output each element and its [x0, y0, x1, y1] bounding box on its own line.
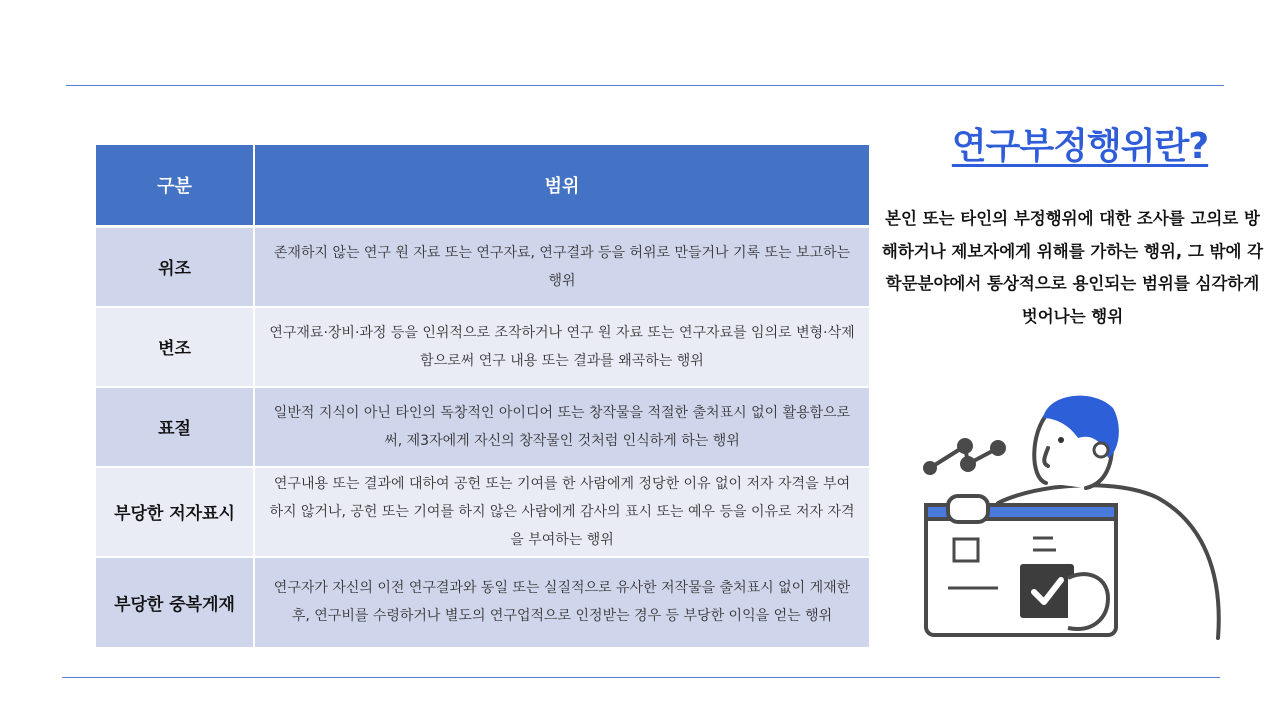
- checkmark-icon: [1020, 564, 1074, 618]
- table-row: [96, 387, 869, 467]
- table-row: [96, 307, 869, 387]
- row-category: 부당한 중복게재: [96, 557, 254, 647]
- header-category: 구분: [96, 145, 254, 227]
- table-row: [96, 557, 869, 647]
- line-graph-icon: [925, 440, 1004, 473]
- table-header-row: [96, 145, 869, 227]
- row-description: 존재하지 않는 연구 원 자료 또는 연구자료, 연구결과 등을 허위로 만들거나 기록 또는 보고하는 행위: [254, 227, 869, 307]
- header-scope: 범위: [254, 145, 869, 227]
- research-misconduct-table: [96, 145, 869, 647]
- researcher-illustration: [918, 388, 1228, 643]
- row-category: 표절: [96, 387, 254, 467]
- table-row: [96, 227, 869, 307]
- row-category: 변조: [96, 307, 254, 387]
- definition-summary: 본인 또는 타인의 부정행위에 대한 조사를 고의로 방해하거나 제보자에게 위해를 가하는 행위, 그 밖에 각 학문분야에서 통상적으로 용인되는 범위를 심각하게 벗어나는 행위: [881, 209, 1264, 326]
- page-title: 연구부정행위란?: [951, 126, 1209, 167]
- table-row: [96, 467, 869, 557]
- row-category: 부당한 저자표시: [96, 467, 254, 557]
- row-description: 연구내용 또는 결과에 대하여 공헌 또는 기여를 한 사람에게 정당한 이유 없이 저자 자격을 부여하지 않거나, 공헌 또는 기여를 하지 않은 사람에게 감사의 표시 또는 예우 등을 이유로 저자 자격을 부여하는 행위: [254, 467, 869, 557]
- row-description: 연구재료·장비·과정 등을 인위적으로 조작하거나 연구 원 자료 또는 연구자료를 임의로 변형·삭제함으로써 연구 내용 또는 결과를 왜곡하는 행위: [254, 307, 869, 387]
- row-description: 일반적 지식이 아닌 타인의 독창적인 아이디어 또는 창작물을 적절한 출처표시 없이 활용함으로써, 제3자에게 자신의 창작물인 것처럼 인식하게 하는 행위: [254, 387, 869, 467]
- top-divider: [66, 85, 1224, 86]
- row-description: 연구자가 자신의 이전 연구결과와 동일 또는 실질적으로 유사한 저작물을 출처표시 없이 게재한 후, 연구비를 수령하거나 별도의 연구업적으로 인정받는 경우 등 부당한 이익을 얻는 행위: [254, 557, 869, 647]
- bottom-divider: [62, 677, 1220, 678]
- row-category: 위조: [96, 227, 254, 307]
